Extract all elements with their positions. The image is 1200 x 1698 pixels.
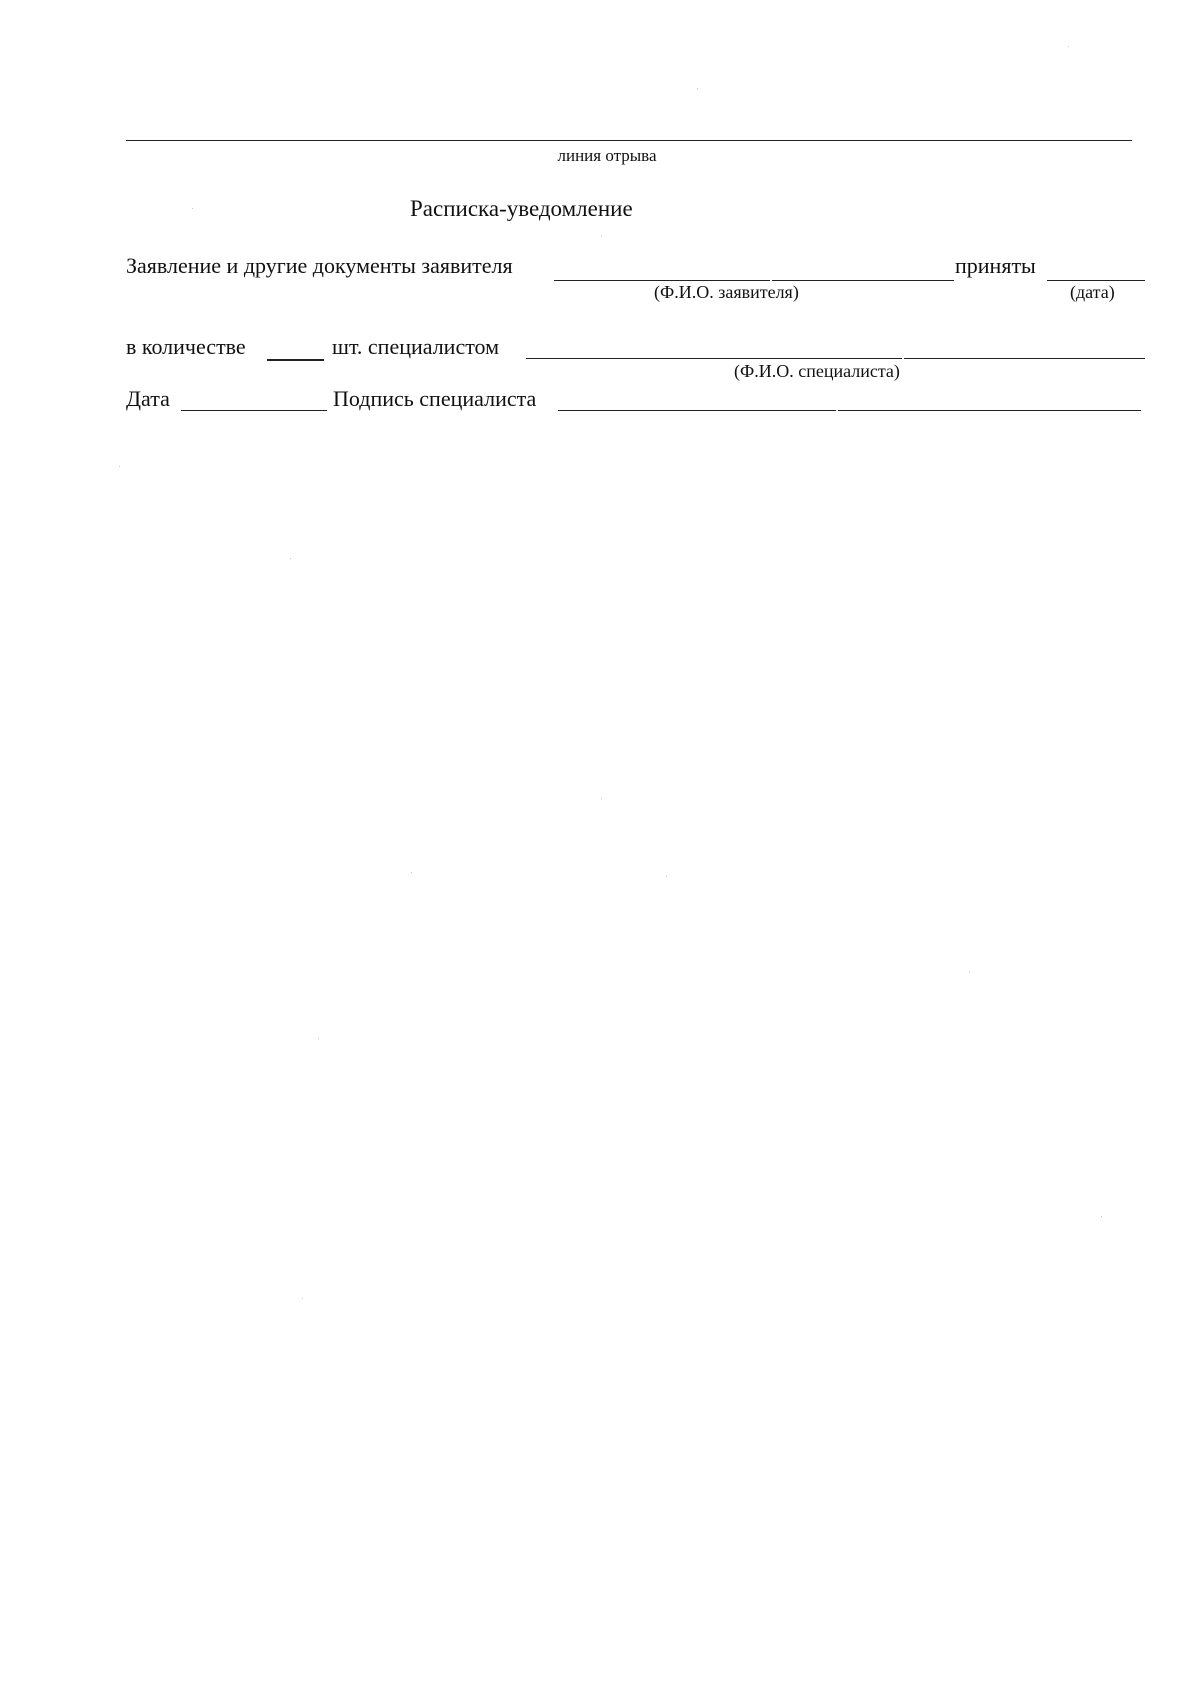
- scan-speck: [1101, 1216, 1102, 1217]
- scan-speck: [302, 1298, 303, 1299]
- applicant-name-blank-1: [554, 280, 770, 281]
- scan-speck: [1068, 46, 1069, 47]
- quantity-blank: [267, 359, 324, 361]
- specialist-name-blank-1: [526, 358, 902, 359]
- scan-speck: [969, 972, 970, 973]
- tear-off-caption: линия отрыва: [557, 146, 657, 165]
- applicant-documents-label: Заявление и другие документы заявителя: [126, 253, 513, 278]
- date-caption: (дата): [1070, 282, 1115, 302]
- signature-blank-2: [838, 410, 1141, 411]
- scan-speck: [601, 236, 602, 237]
- applicant-name-caption: (Ф.И.О. заявителя): [654, 282, 799, 302]
- date-blank: [181, 410, 327, 411]
- scan-speck: [318, 1038, 319, 1039]
- scan-speck: [601, 798, 602, 799]
- scan-speck: [290, 558, 291, 559]
- accepted-date-blank: [1047, 280, 1145, 281]
- scan-speck: [697, 88, 698, 89]
- specialist-name-caption: (Ф.И.О. специалиста): [734, 361, 900, 381]
- signature-label: Подпись специалиста: [333, 386, 537, 411]
- scan-speck: [119, 466, 120, 467]
- scan-speck: [666, 876, 667, 877]
- accepted-label: приняты: [955, 253, 1036, 278]
- scan-speck: [411, 872, 412, 873]
- specialist-name-blank-2: [904, 358, 1145, 359]
- date-label: Дата: [126, 386, 170, 411]
- tear-off-line: [126, 140, 1132, 141]
- applicant-name-blank-2: [772, 280, 954, 281]
- scan-speck: [192, 208, 193, 209]
- receipt-title: Расписка-уведомление: [410, 196, 633, 221]
- pieces-specialist-label: шт. специалистом: [332, 334, 500, 359]
- quantity-label: в количестве: [126, 334, 246, 359]
- signature-blank-1: [558, 410, 836, 411]
